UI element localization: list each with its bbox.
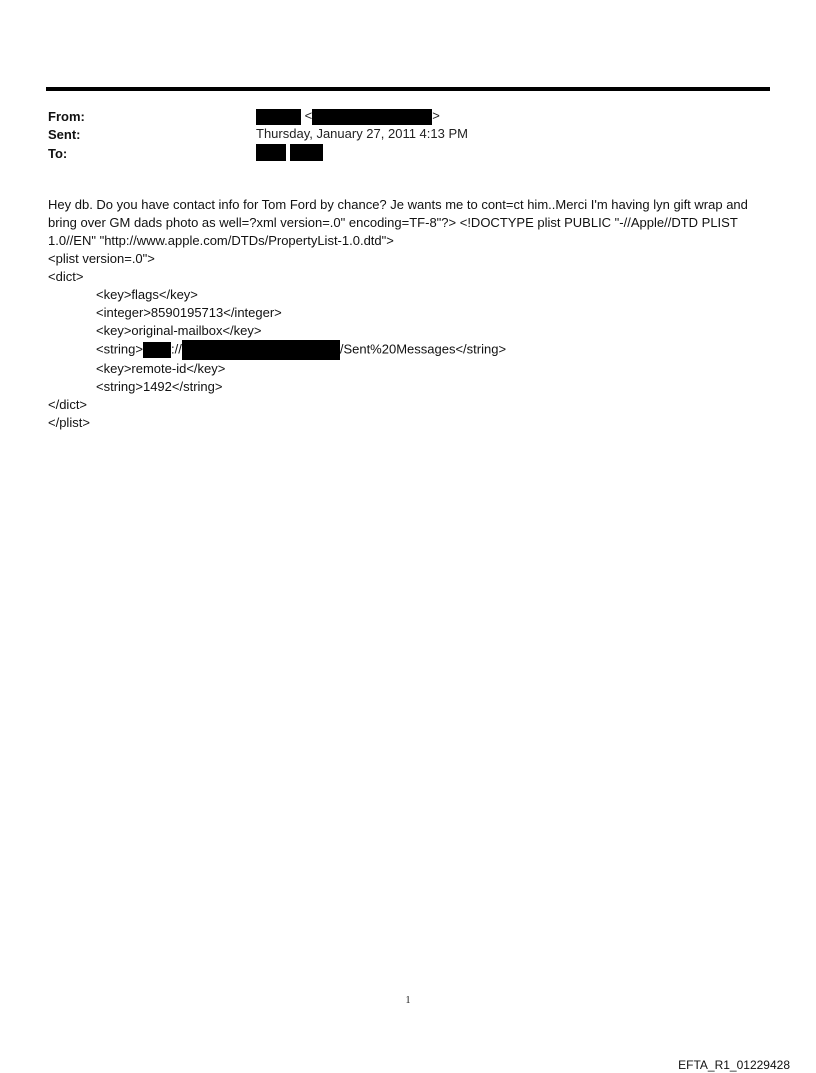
sent-label: Sent: <box>48 127 81 142</box>
from-lt: < <box>304 108 313 123</box>
from-value <box>256 108 440 125</box>
from-gt: > <box>432 108 440 123</box>
sent-value: Thursday, January 27, 2011 4:13 PM <box>256 126 468 141</box>
redacted-sender-name <box>256 109 301 125</box>
redacted-mailbox-address <box>182 340 340 360</box>
dict-open: <dict> <box>48 269 84 284</box>
document-id: EFTA_R1_01229428 <box>678 1058 790 1072</box>
to-label: To: <box>48 146 68 161</box>
plist-close: </plist> <box>48 415 90 430</box>
string-remote-id: <string>1492</string> <box>96 379 223 394</box>
key-flags: <key>flags</key> <box>96 287 198 302</box>
integer-value: <integer>8590195713</integer> <box>96 305 282 320</box>
page-number: 1 <box>405 995 411 1006</box>
string-prefix: <string> <box>96 341 143 357</box>
redacted-recipient-first <box>256 144 286 161</box>
string-suffix: /Sent%20Messages</string> <box>339 341 507 357</box>
header-rule <box>46 87 770 91</box>
message-text: Hey db. Do you have contact info for Tom Ford by chance? Je wants me to cont=ct him..Merci I'm having lyn gift wrap and bring over GM dads photo as well=?xml version=.0" encoding=TF-8"?> <!DOCTYPE plist PUBLIC "-//Apple//DTD PLIST 1.0//EN" "http://www.apple.com/DTDs/PropertyList-1.0.dtd"> <box>48 197 748 248</box>
email-body <box>48 196 768 432</box>
key-remote-id: <key>remote-id</key> <box>96 361 226 376</box>
redacted-protocol <box>143 342 171 358</box>
redacted-recipient-last <box>290 144 323 161</box>
plist-open: <plist version=.0"> <box>48 251 155 266</box>
key-original-mailbox: <key>original-mailbox</key> <box>96 323 262 338</box>
from-label: From: <box>48 109 85 124</box>
dict-close: </dict> <box>48 397 88 412</box>
string-sep: :// <box>170 341 182 357</box>
string-mailbox-line <box>48 340 768 360</box>
to-value <box>256 144 323 161</box>
redacted-sender-email <box>312 109 432 125</box>
